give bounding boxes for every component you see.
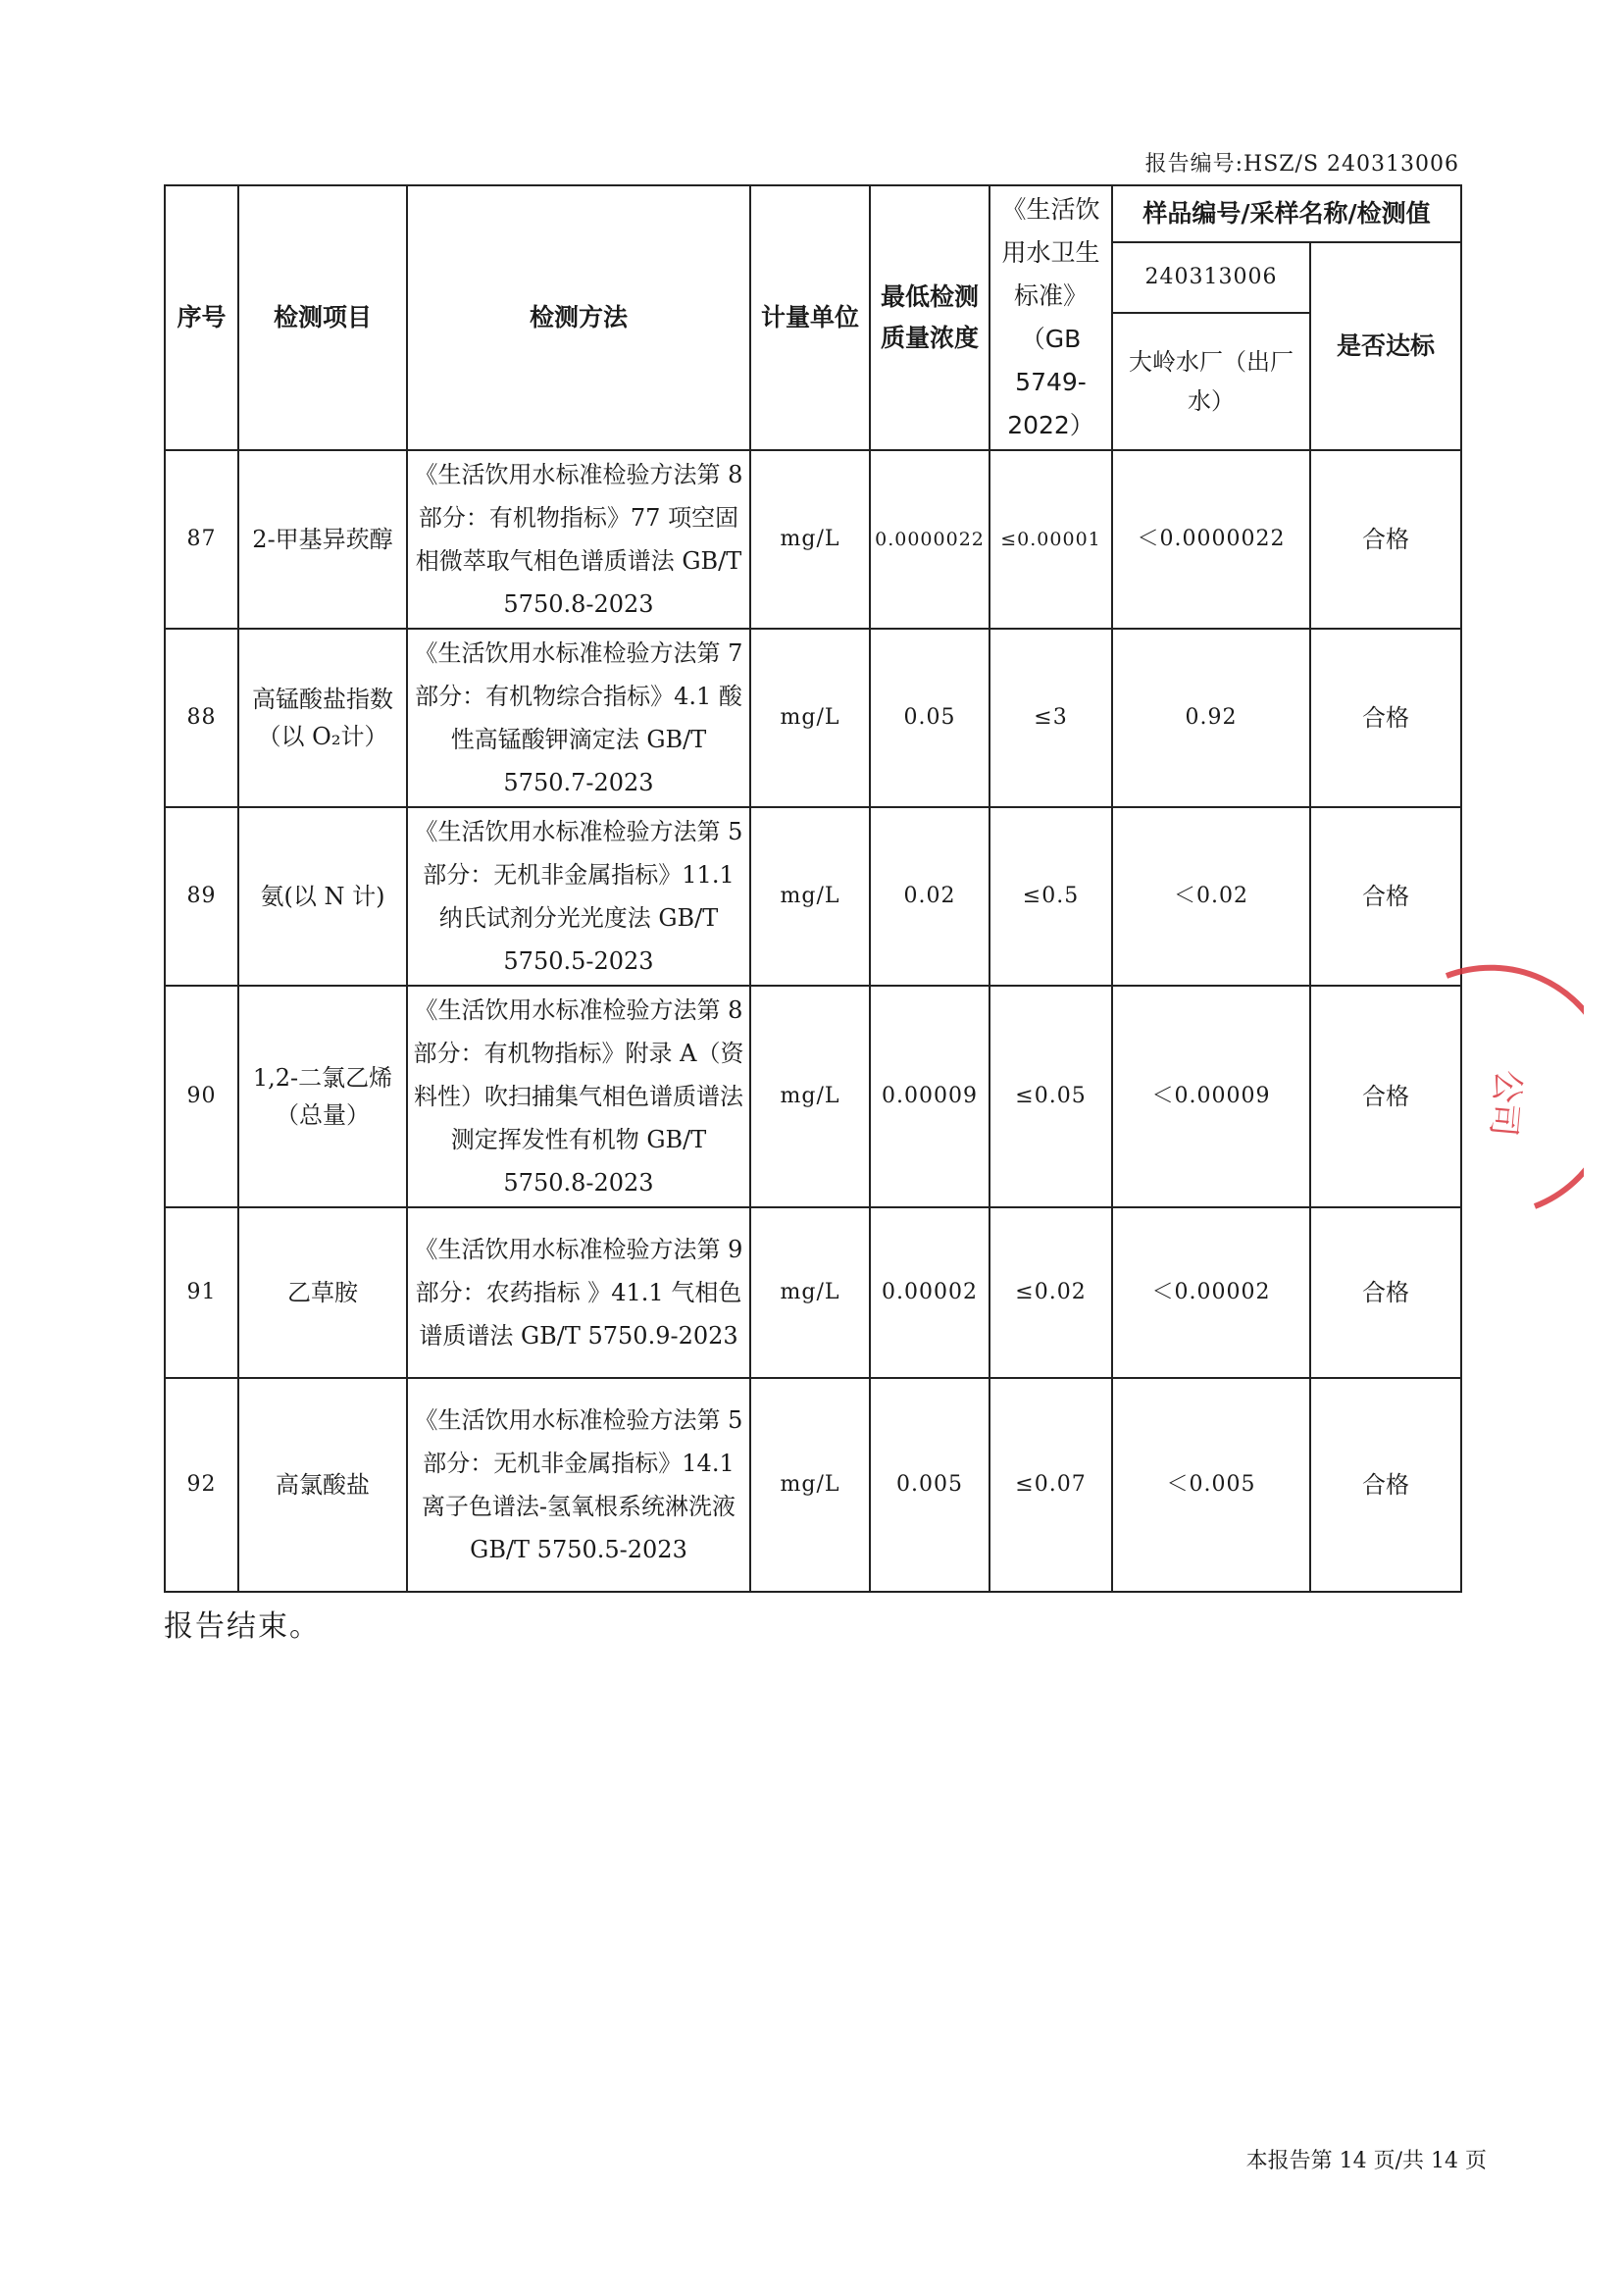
row-unit: mg/L	[750, 986, 870, 1207]
header-sample-group: 样品编号/采样名称/检测值	[1112, 185, 1461, 242]
row-min-conc: 0.005	[870, 1378, 990, 1592]
row-seq: 88	[165, 629, 238, 807]
row-seq: 91	[165, 1207, 238, 1378]
header-sample-id: 240313006	[1112, 242, 1310, 313]
svg-text:公司: 公司	[1483, 1068, 1528, 1139]
row-value: ＜0.00009	[1112, 986, 1310, 1207]
header-min-conc: 最低检测质量浓度	[870, 185, 990, 450]
row-item: 2-甲基异莰醇	[238, 450, 407, 629]
header-seq: 序号	[165, 185, 238, 450]
row-result: 合格	[1310, 986, 1461, 1207]
row-min-conc: 0.0000022	[870, 450, 990, 629]
row-item: 乙草胺	[238, 1207, 407, 1378]
row-unit: mg/L	[750, 629, 870, 807]
row-unit: mg/L	[750, 807, 870, 986]
row-min-conc: 0.00009	[870, 986, 990, 1207]
table-row	[165, 807, 1461, 986]
row-method: 《生活饮用水标准检验方法第 9 部分：农药指标 》41.1 气相色谱质谱法 GB/T 5750.9-2023	[407, 1207, 750, 1378]
row-limit: ≤0.07	[990, 1378, 1112, 1592]
row-method: 《生活饮用水标准检验方法第 8 部分：有机物指标》附录 A（资料性）吹扫捕集气相色谱质谱法测定挥发性有机物 GB/T 5750.8-2023	[407, 986, 750, 1207]
row-value: ＜0.005	[1112, 1378, 1310, 1592]
row-method: 《生活饮用水标准检验方法第 5 部分：无机非金属指标》14.1 离子色谱法-氢氧根系统淋洗液 GB/T 5750.5-2023	[407, 1378, 750, 1592]
row-result: 合格	[1310, 450, 1461, 629]
row-result: 合格	[1310, 1378, 1461, 1592]
header-item: 检测项目	[238, 185, 407, 450]
row-item: 高氯酸盐	[238, 1378, 407, 1592]
row-min-conc: 0.00002	[870, 1207, 990, 1378]
row-unit: mg/L	[750, 1207, 870, 1378]
header-standard-line: （GB	[1020, 325, 1082, 353]
test-results-table	[164, 184, 1462, 1593]
table-row	[165, 1207, 1461, 1378]
row-seq: 92	[165, 1378, 238, 1592]
row-item: 高锰酸盐指数（以 O₂计）	[238, 629, 407, 807]
header-sample-name: 大岭水厂（出厂水）	[1112, 313, 1310, 450]
header-method: 检测方法	[407, 185, 750, 450]
row-min-conc: 0.05	[870, 629, 990, 807]
row-result: 合格	[1310, 807, 1461, 986]
row-result: 合格	[1310, 1207, 1461, 1378]
header-standard-line: 用水卫生	[1001, 238, 1100, 267]
header-pass: 是否达标	[1310, 242, 1461, 450]
row-method: 《生活饮用水标准检验方法第 8 部分：有机物指标》77 项空固相微萃取气相色谱质谱法 GB/T 5750.8-2023	[407, 450, 750, 629]
row-seq: 89	[165, 807, 238, 986]
header-unit: 计量单位	[750, 185, 870, 450]
row-unit: mg/L	[750, 450, 870, 629]
header-standard-line: 5749-	[1015, 368, 1087, 396]
report-end-text: 报告结束。	[164, 1609, 321, 1644]
row-limit: ≤0.5	[990, 807, 1112, 986]
row-seq: 90	[165, 986, 238, 1207]
header-standard	[990, 185, 1112, 450]
row-value: ＜0.02	[1112, 807, 1310, 986]
row-limit: ≤3	[990, 629, 1112, 807]
row-method: 《生活饮用水标准检验方法第 7 部分：有机物综合指标》4.1 酸性高锰酸钾滴定法 GB/T 5750.7-2023	[407, 629, 750, 807]
header-standard-line: 《生活饮	[1001, 195, 1100, 224]
table-row	[165, 1378, 1461, 1592]
report-number: 报告编号:HSZ/S 240313006	[1144, 152, 1459, 177]
page-footer: 本报告第 14 页/共 14 页	[1245, 2149, 1487, 2173]
row-result: 合格	[1310, 629, 1461, 807]
row-value: 0.92	[1112, 629, 1310, 807]
row-min-conc: 0.02	[870, 807, 990, 986]
row-method: 《生活饮用水标准检验方法第 5 部分：无机非金属指标》11.1 纳氏试剂分光光度法 GB/T 5750.5-2023	[407, 807, 750, 986]
table-row	[165, 450, 1461, 629]
row-value: ＜0.00002	[1112, 1207, 1310, 1378]
header-standard-line: 标准》	[1013, 281, 1088, 310]
row-item: 氨(以 N 计)	[238, 807, 407, 986]
row-seq: 87	[165, 450, 238, 629]
row-limit: ≤0.00001	[990, 450, 1112, 629]
row-limit: ≤0.05	[990, 986, 1112, 1207]
table-row	[165, 986, 1461, 1207]
row-limit: ≤0.02	[990, 1207, 1112, 1378]
table-row	[165, 629, 1461, 807]
row-item: 1,2-二氯乙烯（总量）	[238, 986, 407, 1207]
row-value: ＜0.0000022	[1112, 450, 1310, 629]
header-standard-line: 2022）	[1007, 411, 1094, 439]
row-unit: mg/L	[750, 1378, 870, 1592]
company-seal	[1437, 961, 1584, 1226]
